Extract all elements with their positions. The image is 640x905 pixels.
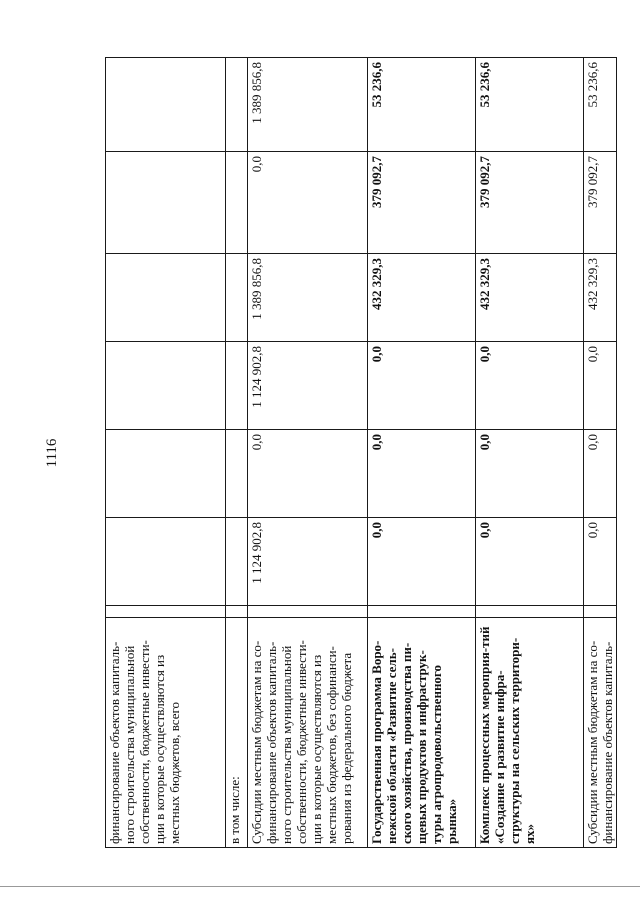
- amount-cell: 0,0: [368, 342, 476, 430]
- row-description: финансирование объектов капиталь-ного строительства муниципальной собственности, бюджетные инвести-ции в которые осуществляются из местных бюджетов, всего: [106, 618, 226, 848]
- amount-cell: 0,0: [248, 152, 368, 254]
- amount-cell: 0,0: [476, 518, 584, 606]
- row-description: в том числе:: [226, 618, 248, 848]
- amount-cell: 379 092,7: [368, 152, 476, 254]
- amount-cell: 432 329,3: [368, 254, 476, 342]
- amount-cell: 432 329,3: [584, 254, 617, 342]
- amount-cell: [226, 254, 248, 342]
- table-row: [248, 58, 368, 848]
- spacer-cell: [226, 606, 248, 618]
- amount-cell: 0,0: [584, 342, 617, 430]
- rotated-table-container: [105, 58, 630, 848]
- amount-cell: [106, 254, 226, 342]
- table-row: [226, 58, 248, 848]
- amount-cell: [106, 430, 226, 518]
- amount-cell: 1 389 856,8: [248, 254, 368, 342]
- amount-cell: 1 389 856,8: [248, 58, 368, 152]
- amount-cell: [106, 58, 226, 152]
- page-number: 1116: [44, 438, 60, 468]
- amount-cell: 1 124 902,8: [248, 342, 368, 430]
- amount-cell: 0,0: [248, 430, 368, 518]
- amount-cell: [226, 518, 248, 606]
- amount-cell: [226, 430, 248, 518]
- row-description: Субсидии местным бюджетам на со-финансирование объектов капиталь-ного строительства муниципальной собственности, бюджетные инвести-ции в которые осуществляются из местных бюджетов, без софинанси-рования из федерального бюджета: [248, 618, 368, 848]
- amount-cell: 0,0: [584, 430, 617, 518]
- amount-cell: 1 124 902,8: [248, 518, 368, 606]
- amount-cell: [226, 58, 248, 152]
- spacer-cell: [584, 606, 617, 618]
- amount-cell: 53 236,6: [368, 58, 476, 152]
- amount-cell: 379 092,7: [476, 152, 584, 254]
- page-bottom-rule: [0, 886, 640, 887]
- amount-cell: 53 236,6: [584, 58, 617, 152]
- amount-cell: [106, 518, 226, 606]
- budget-table: [105, 57, 617, 848]
- table-row: [368, 58, 476, 848]
- spacer-cell: [248, 606, 368, 618]
- amount-cell: 0,0: [368, 430, 476, 518]
- spacer-cell: [368, 606, 476, 618]
- spacer-cell: [106, 606, 226, 618]
- amount-cell: 0,0: [476, 430, 584, 518]
- amount-cell: [226, 152, 248, 254]
- amount-cell: 53 236,6: [476, 58, 584, 152]
- amount-cell: [106, 342, 226, 430]
- amount-cell: [226, 342, 248, 430]
- table-row: [106, 58, 226, 848]
- row-description: Комплекс процессных мероприя-тий «Создание и развитие инфра-структуры на сельских территори-ях»: [476, 618, 584, 848]
- table-row: [584, 58, 617, 848]
- amount-cell: 0,0: [368, 518, 476, 606]
- row-description: Государственная программа Воро-нежской области «Развитие сель-ского хозяйства, производства пи-щевых продуктов и инфраструк-туры агропродовольственного рынка»: [368, 618, 476, 848]
- amount-cell: 0,0: [584, 518, 617, 606]
- amount-cell: 432 329,3: [476, 254, 584, 342]
- row-description: Субсидии местным бюджетам на со-финансирование объектов капиталь-: [584, 618, 617, 848]
- table-row: [476, 58, 584, 848]
- amount-cell: 0,0: [476, 342, 584, 430]
- amount-cell: 379 092,7: [584, 152, 617, 254]
- amount-cell: [106, 152, 226, 254]
- spacer-cell: [476, 606, 584, 618]
